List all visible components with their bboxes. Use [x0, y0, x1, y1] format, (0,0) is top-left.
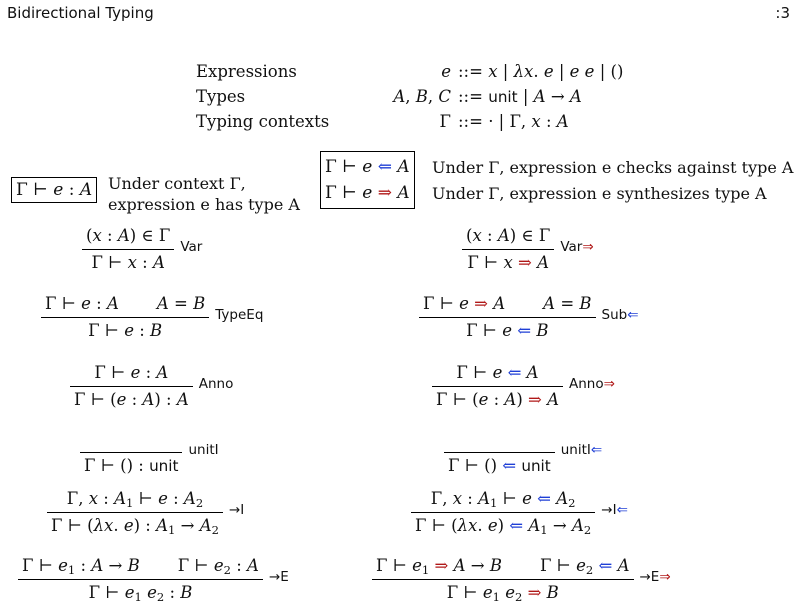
rule-name: TypeEq	[215, 306, 264, 323]
grammar-label: Typing contexts	[196, 112, 330, 131]
rule-anno: $\frac{\Gamma ⊢ e : A}{\Gamma ⊢ (e : A) : A}$ Anno	[70, 362, 233, 411]
check-arrow-icon: ⇐	[590, 441, 603, 458]
rule-name: Var⇒	[560, 238, 594, 255]
rule-arrow-intro-check: $\frac{\Gamma, x : A_1 ⊢ e ⇐ A_2}{\Gamma ⊢ (\lambda x. e) ⇐ A_1 \to A_2}$ →I⇐	[411, 488, 628, 537]
rule-typeeq: $\frac{\text{Γ ⊢ e : A A = B}}{\Gamma ⊢ e : B}$ TypeEq	[41, 293, 263, 342]
rule-unit-check: Γ ⊢ () ⇐ unit unitI⇐	[444, 428, 602, 477]
synth-arrow-icon: ⇒	[582, 238, 594, 255]
desc-line: Under context Γ,	[108, 174, 246, 193]
synth-arrow-icon: ⇒	[659, 568, 671, 585]
rule-name: →E	[268, 568, 289, 585]
grammar-row-expressions	[196, 62, 297, 81]
rule-arrow-elim-synth: $\frac{\Gamma ⊢ e_1 \Rightarrow A \to B \Gamma ⊢ e_2 ⇐ A}{\Gamma ⊢ e_1 e_2 \Rightarrow B}$ →E⇒	[372, 555, 671, 604]
grammar-def: ::= · | Γ, x : A	[458, 112, 569, 131]
rule-name: Anno⇒	[569, 375, 615, 392]
rule-name: Var	[180, 238, 203, 255]
rule-anno-synth: $\frac{\Gamma ⊢ e ⇐ A}{\Gamma ⊢ (e : A) \Rightarrow A}$ Anno⇒	[432, 362, 615, 411]
grammar-table	[196, 62, 624, 142]
rule-arrow-intro: $\frac{\Gamma, x : A_1 ⊢ e : A_2}{\Gamma ⊢ (\lambda x. e) : A_1 \to A_2}$ →I	[47, 488, 244, 537]
page-number: :3	[775, 4, 790, 22]
rule-name: unitI	[188, 441, 219, 458]
check-arrow-icon: ⇐	[627, 306, 639, 323]
grammar-lhs: Γ	[439, 112, 451, 131]
rule-var: $\frac{(x : A) \in \Gamma}{\Gamma ⊢ x : A}$ Var	[82, 225, 202, 274]
rule-sub-check: $\frac{\text{Γ ⊢ e ⇒ A A = B}}{\Gamma ⊢ e ⇐ B}$ Sub⇐	[419, 293, 639, 342]
grammar-def: ::= unit | A → A	[458, 87, 582, 106]
rule-arrow-elim: $\frac{\Gamma ⊢ e_1 : A \to B \Gamma ⊢ e_2 : A}{\Gamma ⊢ e_1 e_2 : B}$ →E	[18, 555, 289, 604]
rule-name: Anno	[198, 375, 234, 392]
grammar-def: ::= x | λx. e | e e | ()	[458, 62, 624, 81]
check-arrow-icon: ⇐	[616, 501, 628, 518]
synth-arrow-icon: ⇒	[603, 375, 615, 392]
grammar-lhs: e	[441, 62, 451, 81]
bidir-judgment-box: Γ ⊢ e ⇐ A Γ ⊢ e ⇒ A	[320, 151, 415, 209]
synth-judgment-desc: Under Γ, expression e synthesizes type A	[432, 184, 767, 203]
grammar-row-types	[196, 87, 245, 106]
rule-name: →I	[229, 501, 245, 518]
grammar-label: Expressions	[196, 62, 297, 81]
rule-name: →I⇐	[601, 501, 628, 518]
typing-judgment-desc	[108, 173, 300, 215]
desc-line: expression e has type A	[108, 195, 300, 214]
rule-unit: Γ ⊢ () : unit unitI	[80, 428, 219, 477]
rule-name: →E⇒	[639, 568, 671, 585]
grammar-label: Types	[196, 87, 246, 106]
typing-judgment-box: Γ ⊢ e : A	[11, 177, 97, 203]
rule-name: unitI⇐	[560, 441, 603, 458]
rule-name: Sub⇐	[601, 306, 639, 323]
rule-var-synth: $\frac{(x : A) \in \Gamma}{\Gamma ⊢ x \Rightarrow A}$ Var⇒	[462, 225, 594, 274]
check-judgment-desc: Under Γ, expression e checks against type A	[432, 158, 794, 177]
grammar-lhs: A, B, C	[393, 87, 451, 106]
grammar-row-contexts	[196, 112, 329, 131]
running-title: Bidirectional Typing	[7, 4, 154, 22]
